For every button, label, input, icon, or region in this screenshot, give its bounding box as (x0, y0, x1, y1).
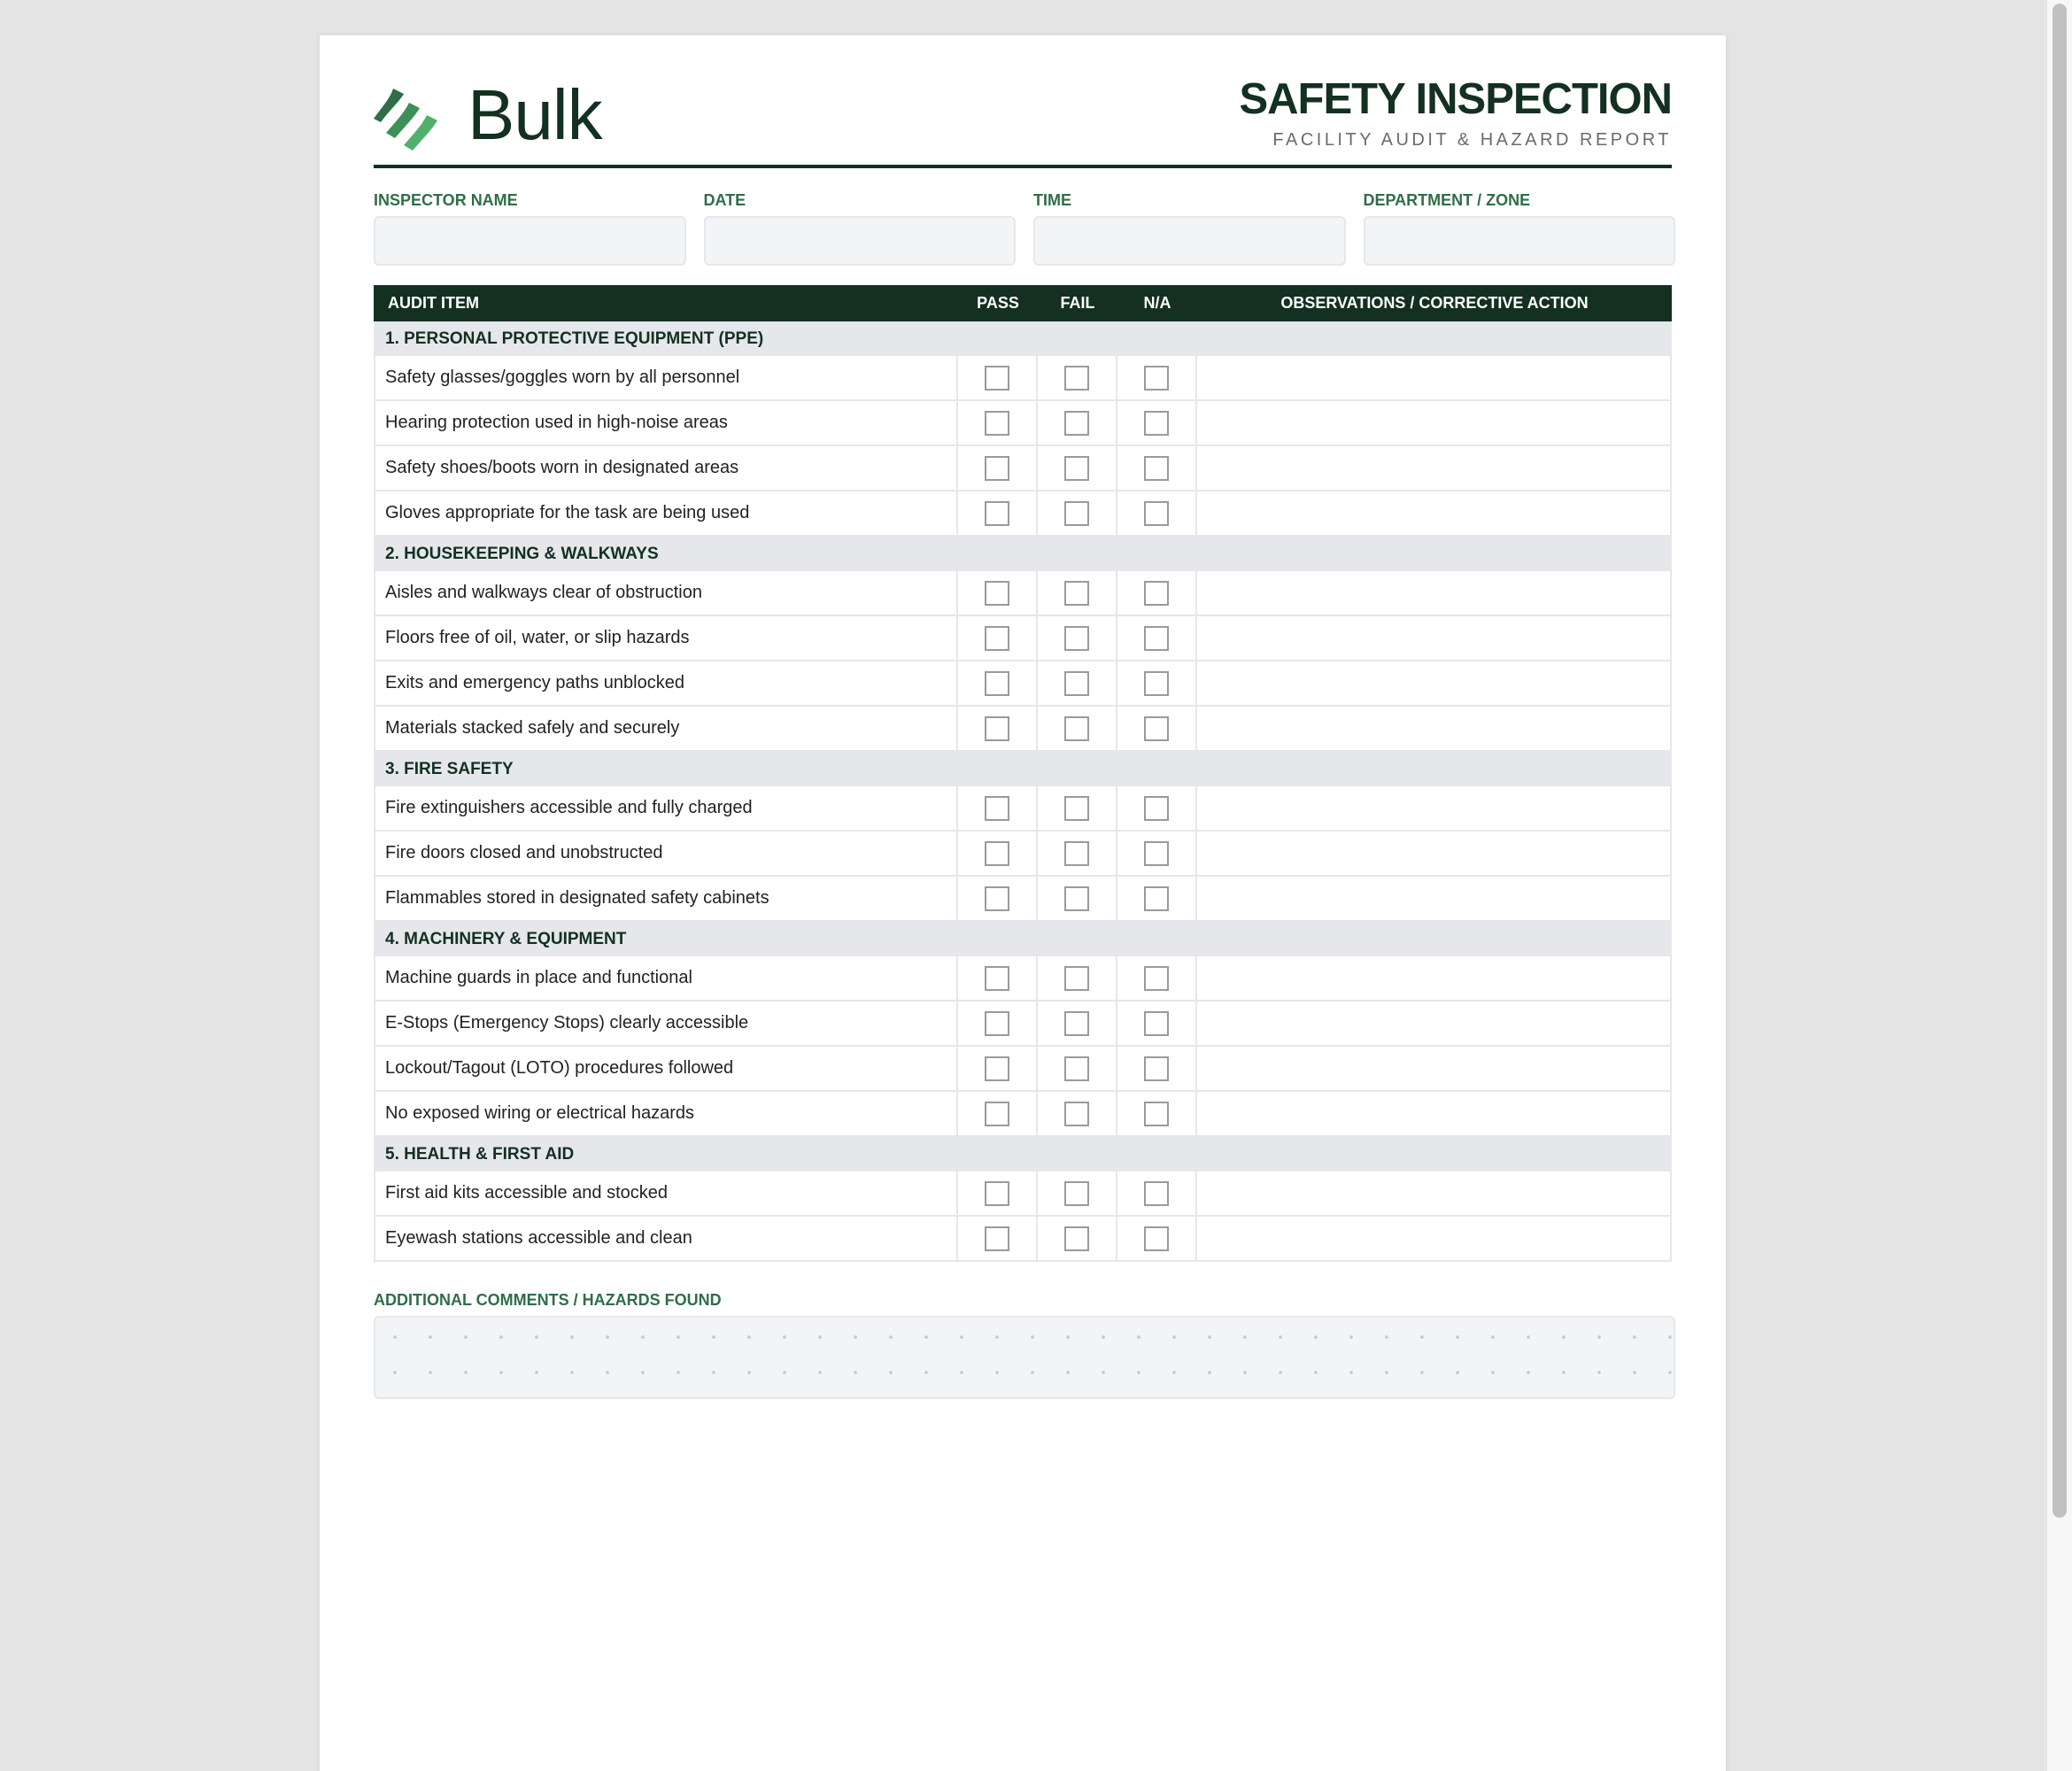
na-checkbox[interactable] (1144, 1226, 1169, 1251)
pass-cell (958, 401, 1038, 445)
na-cell (1117, 1092, 1197, 1135)
observations-input[interactable] (1197, 831, 1670, 875)
observations-input[interactable] (1197, 491, 1670, 535)
department-zone-input[interactable] (1364, 216, 1676, 266)
na-cell (1117, 401, 1197, 445)
fail-checkbox[interactable] (1064, 796, 1089, 821)
pass-cell (958, 786, 1038, 830)
audit-item-label: Eyewash stations accessible and clean (375, 1217, 958, 1260)
fail-cell (1038, 616, 1117, 660)
pass-checkbox[interactable] (985, 796, 1009, 821)
audit-item-label: Aisles and walkways clear of obstruction (375, 571, 958, 615)
audit-item-label: Fire doors closed and unobstructed (375, 831, 958, 875)
pass-checkbox[interactable] (985, 716, 1009, 741)
pass-checkbox[interactable] (985, 501, 1009, 526)
fail-cell (1038, 1092, 1117, 1135)
audit-table (374, 285, 1672, 1262)
audit-item-label: Safety glasses/goggles worn by all personnel (375, 356, 958, 399)
na-checkbox[interactable] (1144, 1181, 1169, 1206)
fail-checkbox[interactable] (1064, 1056, 1089, 1081)
observations-input[interactable] (1197, 956, 1670, 1000)
fail-checkbox[interactable] (1064, 966, 1089, 991)
observations-input[interactable] (1197, 356, 1670, 399)
inspector-name-field (374, 191, 686, 266)
audit-item-label: Lockout/Tagout (LOTO) procedures followed (375, 1047, 958, 1090)
observations-input[interactable] (1197, 786, 1670, 830)
fail-cell (1038, 1172, 1117, 1215)
pass-cell (958, 1002, 1038, 1045)
audit-item-label: Gloves appropriate for the task are being used (375, 491, 958, 535)
fail-checkbox[interactable] (1064, 411, 1089, 436)
na-cell (1117, 446, 1197, 490)
time-label: TIME (1033, 191, 1071, 209)
observations-input[interactable] (1197, 446, 1670, 490)
pass-cell (958, 616, 1038, 660)
pass-checkbox[interactable] (985, 1226, 1009, 1251)
na-checkbox[interactable] (1144, 671, 1169, 696)
fail-cell (1038, 1047, 1117, 1090)
pass-cell (958, 571, 1038, 615)
na-cell (1117, 491, 1197, 535)
audit-item-label: Flammables stored in designated safety cabinets (375, 877, 958, 920)
table-row (374, 446, 1672, 491)
column-fail: FAIL (1060, 294, 1095, 312)
audit-item-label: No exposed wiring or electrical hazards (375, 1092, 958, 1135)
fail-cell (1038, 356, 1117, 399)
na-checkbox[interactable] (1144, 1056, 1169, 1081)
pass-checkbox[interactable] (985, 966, 1009, 991)
observations-input[interactable] (1197, 1002, 1670, 1045)
pass-cell (958, 1047, 1038, 1090)
fail-checkbox[interactable] (1064, 886, 1089, 911)
pass-cell (958, 956, 1038, 1000)
table-row (374, 1092, 1672, 1137)
audit-item-label: Exits and emergency paths unblocked (375, 661, 958, 705)
pass-cell (958, 707, 1038, 750)
time-input[interactable] (1033, 216, 1346, 266)
column-audit-item: AUDIT ITEM (388, 294, 479, 312)
table-row (374, 1217, 1672, 1262)
table-row (374, 661, 1672, 707)
audit-item-label: Materials stacked safely and securely (375, 707, 958, 750)
pass-cell (958, 877, 1038, 920)
inspection-form-page (320, 35, 1726, 1771)
table-row (374, 1172, 1672, 1217)
observations-input[interactable] (1197, 1092, 1670, 1135)
na-cell (1117, 707, 1197, 750)
audit-item-label: Hearing protection used in high-noise areas (375, 401, 958, 445)
na-checkbox[interactable] (1144, 411, 1169, 436)
audit-item-label: First aid kits accessible and stocked (375, 1172, 958, 1215)
column-pass: PASS (977, 294, 1019, 312)
table-row (374, 1047, 1672, 1092)
pass-checkbox[interactable] (985, 581, 1009, 606)
fail-cell (1038, 1217, 1117, 1260)
audit-item-label: Machine guards in place and functional (375, 956, 958, 1000)
column-observations: OBSERVATIONS / CORRECTIVE ACTION (1280, 294, 1589, 312)
scrollbar-thumb[interactable] (2053, 4, 2067, 1518)
inspector-name-label: INSPECTOR NAME (374, 191, 518, 209)
department-zone-field (1364, 191, 1676, 266)
table-row (374, 1002, 1672, 1047)
fail-cell (1038, 661, 1117, 705)
na-cell (1117, 831, 1197, 875)
column-na: N/A (1143, 294, 1171, 312)
pass-checkbox[interactable] (985, 1011, 1009, 1036)
pass-checkbox[interactable] (985, 841, 1009, 866)
fail-checkbox[interactable] (1064, 1226, 1089, 1251)
fail-checkbox[interactable] (1064, 1011, 1089, 1036)
fail-checkbox[interactable] (1064, 626, 1089, 651)
fail-checkbox[interactable] (1064, 581, 1089, 606)
department-zone-label: DEPARTMENT / ZONE (1363, 191, 1531, 209)
pass-cell (958, 1172, 1038, 1215)
table-row (374, 707, 1672, 752)
fail-checkbox[interactable] (1064, 1102, 1089, 1126)
table-row (374, 831, 1672, 877)
na-checkbox[interactable] (1144, 1011, 1169, 1036)
form-header (374, 35, 1672, 168)
observations-input[interactable] (1197, 1217, 1670, 1260)
fail-cell (1038, 956, 1117, 1000)
fail-checkbox[interactable] (1064, 366, 1089, 391)
observations-input[interactable] (1197, 616, 1670, 660)
time-field (1033, 191, 1346, 266)
table-row (374, 356, 1672, 401)
inspector-name-input[interactable] (374, 216, 686, 266)
fail-checkbox[interactable] (1064, 671, 1089, 696)
pass-cell (958, 1217, 1038, 1260)
na-cell (1117, 356, 1197, 399)
na-cell (1117, 1172, 1197, 1215)
fail-cell (1038, 571, 1117, 615)
observations-input[interactable] (1197, 661, 1670, 705)
pass-checkbox[interactable] (985, 1056, 1009, 1081)
observations-input[interactable] (1197, 1172, 1670, 1215)
brand-name: Bulk (468, 75, 602, 154)
fail-cell (1038, 786, 1117, 830)
fail-cell (1038, 401, 1117, 445)
fail-cell (1038, 877, 1117, 920)
pass-checkbox[interactable] (985, 411, 1009, 436)
na-cell (1117, 786, 1197, 830)
audit-item-label: Floors free of oil, water, or slip hazards (375, 616, 958, 660)
na-cell (1117, 571, 1197, 615)
pass-cell (958, 831, 1038, 875)
audit-item-label: Safety shoes/boots worn in designated areas (375, 446, 958, 490)
audit-table-header (374, 285, 1672, 321)
na-checkbox[interactable] (1144, 456, 1169, 481)
section-header: 5. HEALTH & FIRST AID (374, 1137, 1672, 1172)
fail-cell (1038, 831, 1117, 875)
pass-checkbox[interactable] (985, 671, 1009, 696)
na-cell (1117, 877, 1197, 920)
table-row (374, 491, 1672, 537)
pass-cell (958, 1092, 1038, 1135)
pass-cell (958, 661, 1038, 705)
na-checkbox[interactable] (1144, 716, 1169, 741)
audit-table-body (374, 321, 1672, 1262)
fail-checkbox[interactable] (1064, 716, 1089, 741)
na-cell (1117, 1217, 1197, 1260)
form-subtitle: FACILITY AUDIT & HAZARD REPORT (1272, 130, 1672, 150)
pass-checkbox[interactable] (985, 886, 1009, 911)
fail-cell (1038, 491, 1117, 535)
pass-checkbox[interactable] (985, 366, 1009, 391)
audit-item-label: Fire extinguishers accessible and fully charged (375, 786, 958, 830)
na-cell (1117, 661, 1197, 705)
observations-input[interactable] (1197, 571, 1670, 615)
table-row (374, 571, 1672, 616)
table-row (374, 401, 1672, 446)
date-label: DATE (703, 191, 746, 209)
observations-input[interactable] (1197, 401, 1670, 445)
na-checkbox[interactable] (1144, 501, 1169, 526)
date-field (704, 191, 1017, 266)
pass-cell (958, 446, 1038, 490)
pass-cell (958, 356, 1038, 399)
bulk-logo-icon (374, 83, 445, 154)
fail-checkbox[interactable] (1064, 1181, 1089, 1206)
pass-checkbox[interactable] (985, 626, 1009, 651)
comments-label: ADDITIONAL COMMENTS / HAZARDS FOUND (374, 1291, 722, 1309)
na-cell (1117, 956, 1197, 1000)
table-row (374, 956, 1672, 1002)
section-header: 3. FIRE SAFETY (374, 752, 1672, 786)
na-cell (1117, 616, 1197, 660)
pass-checkbox[interactable] (985, 1181, 1009, 1206)
section-header: 2. HOUSEKEEPING & WALKWAYS (374, 537, 1672, 571)
observations-input[interactable] (1197, 877, 1670, 920)
date-input[interactable] (704, 216, 1017, 266)
fail-checkbox[interactable] (1064, 501, 1089, 526)
na-checkbox[interactable] (1144, 1102, 1169, 1126)
na-checkbox[interactable] (1144, 366, 1169, 391)
na-checkbox[interactable] (1144, 841, 1169, 866)
fail-checkbox[interactable] (1064, 841, 1089, 866)
table-row (374, 616, 1672, 661)
pass-checkbox[interactable] (985, 456, 1009, 481)
fail-checkbox[interactable] (1064, 456, 1089, 481)
na-checkbox[interactable] (1144, 626, 1169, 651)
na-checkbox[interactable] (1144, 581, 1169, 606)
na-checkbox[interactable] (1144, 886, 1169, 911)
table-row (374, 786, 1672, 831)
na-checkbox[interactable] (1144, 796, 1169, 821)
na-cell (1117, 1047, 1197, 1090)
inspection-details (374, 191, 1675, 266)
section-header: 4. MACHINERY & EQUIPMENT (374, 922, 1672, 956)
pass-cell (958, 491, 1038, 535)
na-checkbox[interactable] (1144, 966, 1169, 991)
comments-textarea[interactable] (374, 1316, 1675, 1399)
pass-checkbox[interactable] (985, 1102, 1009, 1126)
section-header: 1. PERSONAL PROTECTIVE EQUIPMENT (PPE) (374, 321, 1672, 356)
fail-cell (1038, 446, 1117, 490)
form-title: SAFETY INSPECTION (1239, 75, 1672, 123)
na-cell (1117, 1002, 1197, 1045)
table-row (374, 877, 1672, 922)
observations-input[interactable] (1197, 707, 1670, 750)
fail-cell (1038, 1002, 1117, 1045)
observations-input[interactable] (1197, 1047, 1670, 1090)
audit-item-label: E-Stops (Emergency Stops) clearly accessible (375, 1002, 958, 1045)
fail-cell (1038, 707, 1117, 750)
